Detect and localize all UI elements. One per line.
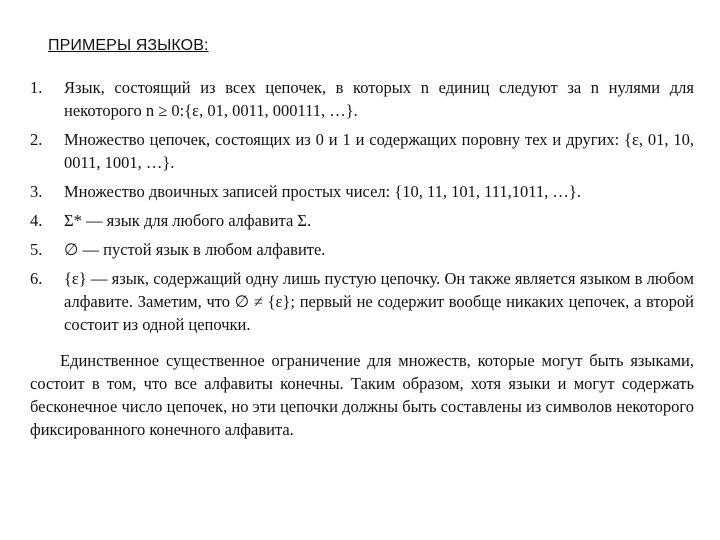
item-text: Σ* — язык для любого алфавита Σ. (64, 211, 312, 230)
item-number: 4. (30, 211, 43, 230)
list-item (30, 267, 694, 336)
item-number: 2. (30, 130, 43, 149)
item-text: Множество цепочек, состоящих из 0 и 1 и содержащих поровну тех и других: {ε, 01, 10, 0011, 1001, …}. (64, 130, 694, 172)
item-text: Язык, состоящий из всех цепочек, в которых n единиц следуют за n нулями для некоторого n ≥ 0:{ε, 01, 0011, 000111, …}. (64, 78, 694, 120)
item-text: {ε} — язык, содержащий одну лишь пустую цепочку. Он также является языком в любом алфавите. Заметим, что ∅ ≠ {ε}; первый не содержит вообще никаких цепочек, а второй состоит из одной цепочки. (64, 269, 694, 334)
list-item (30, 209, 694, 232)
examples-list (30, 76, 694, 336)
slide-title: ПРИМЕРЫ ЯЗЫКОВ: (48, 37, 209, 54)
item-number: 6. (30, 269, 43, 288)
item-text: ∅ — пустой язык в любом алфавите. (64, 240, 326, 259)
item-number: 1. (30, 78, 43, 97)
list-item (30, 76, 694, 122)
item-text: Множество двоичных записей простых чисел: {10, 11, 101, 111,1011, …}. (64, 182, 581, 201)
body-paragraph: Единственное существенное ограничение для множеств, которые могут быть языками, состоит в том, что все алфавиты конечны. Таким образом, хотя языки и могут содержать бесконечное число цепочек, но эти цепочки должны быть составлены из символов некоторого фиксированного конечного алфавита. (30, 351, 694, 439)
item-number: 5. (30, 240, 43, 259)
list-item (30, 128, 694, 174)
list-item (30, 238, 694, 261)
list-item (30, 180, 694, 203)
item-number: 3. (30, 182, 43, 201)
